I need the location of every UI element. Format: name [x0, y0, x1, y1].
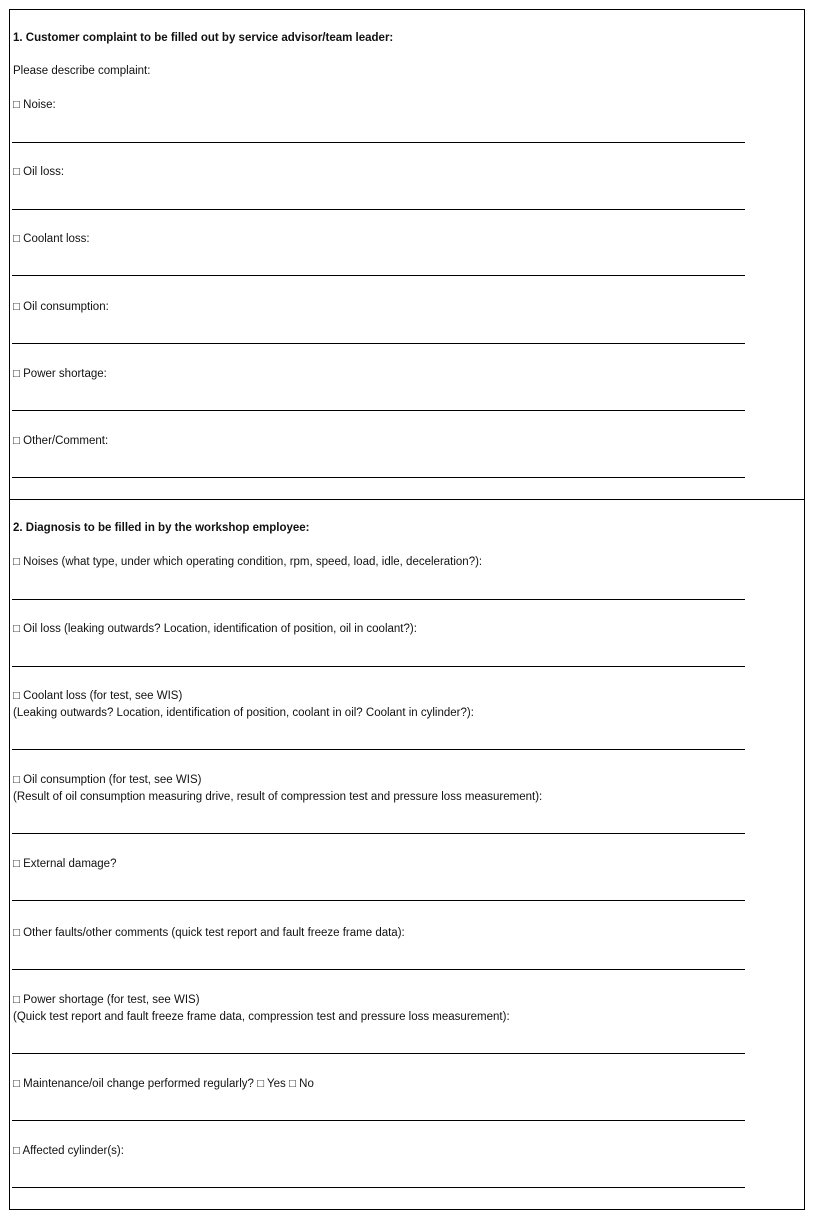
- oil-consumption-answer-line[interactable]: [12, 343, 745, 344]
- section-heading: 2. Diagnosis to be filled in by the workshop employee:: [13, 522, 310, 534]
- maintenance-answer-line[interactable]: [12, 1120, 745, 1121]
- diagnosis-section: [9, 499, 805, 1210]
- power-shortage-answer-line[interactable]: [12, 1053, 745, 1054]
- oil-consumption-checkbox-label[interactable]: □ Oil consumption:: [13, 301, 109, 313]
- external-damage-answer-line[interactable]: [12, 900, 745, 901]
- oil-consumption-checkbox-label[interactable]: □ Oil consumption (for test, see WIS): [13, 774, 202, 786]
- power-shortage-detail: (Quick test report and fault freeze frame data, compression test and pressure loss measurement):: [13, 1011, 510, 1023]
- section-heading: 1. Customer complaint to be filled out by service advisor/team leader:: [13, 32, 394, 44]
- coolant-loss-checkbox-label[interactable]: □ Coolant loss (for test, see WIS): [13, 690, 183, 702]
- other-faults-answer-line[interactable]: [12, 969, 745, 970]
- coolant-loss-answer-line[interactable]: [12, 749, 745, 750]
- coolant-loss-answer-line[interactable]: [12, 275, 745, 276]
- oil-loss-checkbox-label[interactable]: □ Oil loss:: [13, 166, 65, 178]
- affected-cylinders-checkbox-label[interactable]: □ Affected cylinder(s):: [13, 1145, 124, 1157]
- oil-consumption-answer-line[interactable]: [12, 833, 745, 834]
- oil-loss-answer-line[interactable]: [12, 666, 745, 667]
- noises-answer-line[interactable]: [12, 599, 745, 600]
- complaint-prompt: Please describe complaint:: [13, 65, 151, 77]
- other-comment-answer-line[interactable]: [12, 477, 745, 478]
- other-faults-checkbox-label[interactable]: □ Other faults/other comments (quick test report and fault freeze frame data):: [13, 927, 405, 939]
- customer-complaint-section: [9, 9, 805, 500]
- power-shortage-checkbox-label[interactable]: □ Power shortage:: [13, 368, 107, 380]
- coolant-loss-detail: (Leaking outwards? Location, identification of position, coolant in oil? Coolant in cylinder?):: [13, 707, 474, 719]
- noise-checkbox-label[interactable]: □ Noise:: [13, 99, 56, 111]
- oil-loss-checkbox-label[interactable]: □ Oil loss (leaking outwards? Location, identification of position, oil in coolant?):: [13, 623, 417, 635]
- other-comment-checkbox-label[interactable]: □ Other/Comment:: [13, 435, 109, 447]
- maintenance-checkbox-label[interactable]: □ Maintenance/oil change performed regularly? □ Yes □ No: [13, 1078, 314, 1090]
- power-shortage-answer-line[interactable]: [12, 410, 745, 411]
- oil-consumption-detail: (Result of oil consumption measuring drive, result of compression test and pressure loss measurement):: [13, 791, 543, 803]
- external-damage-checkbox-label[interactable]: □ External damage?: [13, 858, 117, 870]
- affected-cylinders-answer-line[interactable]: [12, 1187, 745, 1188]
- coolant-loss-checkbox-label[interactable]: □ Coolant loss:: [13, 233, 90, 245]
- power-shortage-checkbox-label[interactable]: □ Power shortage (for test, see WIS): [13, 994, 200, 1006]
- noises-checkbox-label[interactable]: □ Noises (what type, under which operating condition, rpm, speed, load, idle, deceleration?):: [13, 556, 483, 568]
- noise-answer-line[interactable]: [12, 142, 745, 143]
- oil-loss-answer-line[interactable]: [12, 209, 745, 210]
